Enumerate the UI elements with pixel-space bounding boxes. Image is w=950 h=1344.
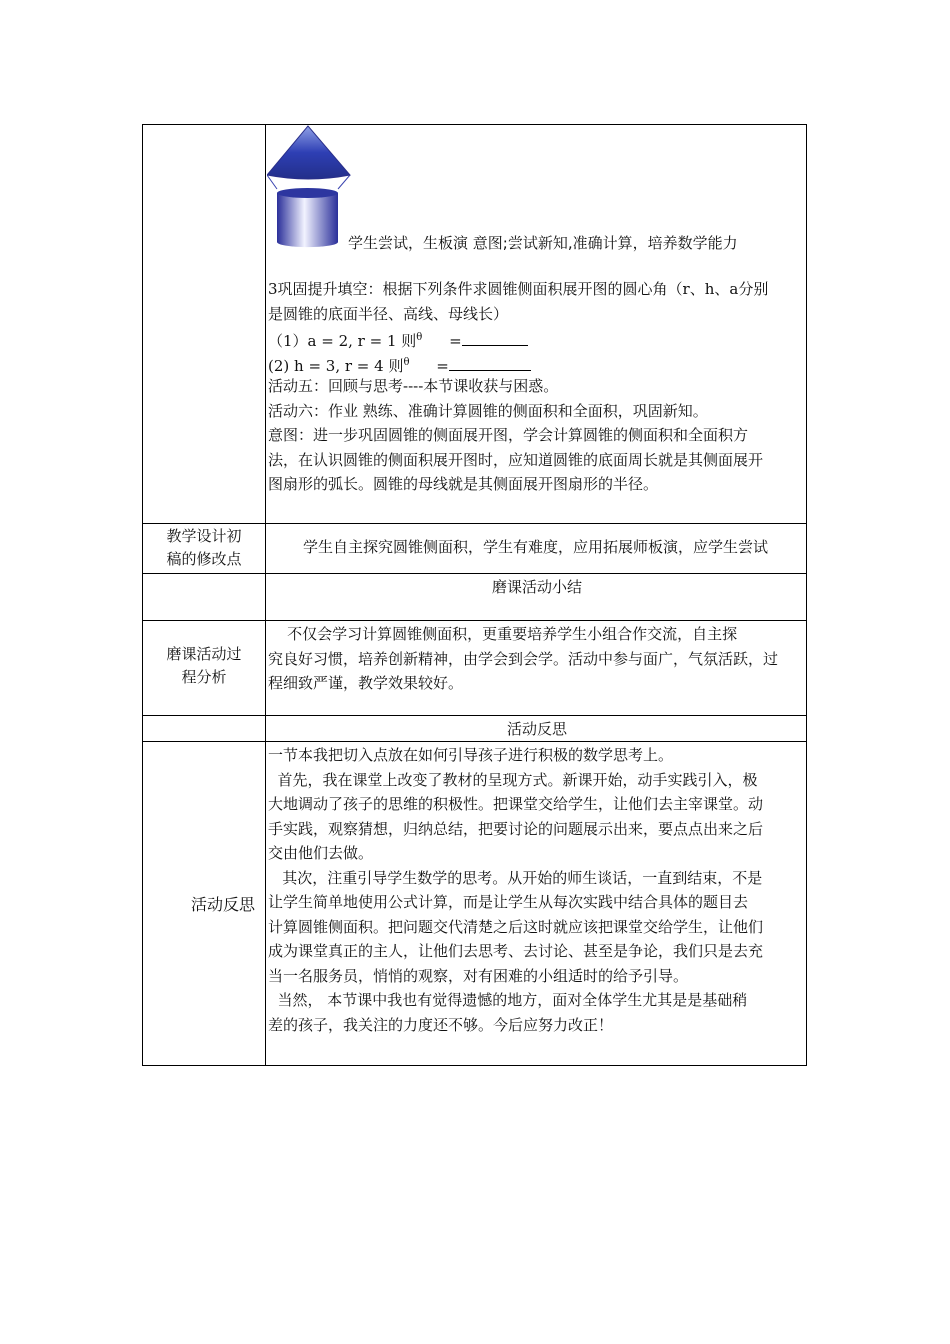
text-line: 其次，注重引导学生数学的思考。从开始的师生谈话，一直到结束，不是 <box>268 868 763 887</box>
text-line: 法，在认识圆锥的侧面积展开图时，应知道圆锥的底面周长就是其侧面展开 <box>268 450 764 469</box>
equals-sign: = <box>436 357 449 375</box>
label-line: 稿的修改点 <box>166 550 242 568</box>
section-title: 活动反思 <box>506 720 567 738</box>
text-line: 计算圆锥侧面积。把问题交代清楚之后这时就应该把课堂交给学生，让他们 <box>268 917 764 936</box>
label-line: 教学设计初 <box>166 527 242 545</box>
text-line: 一节本我把切入点放在如何引导孩子进行积极的数学思考上。 <box>268 746 674 764</box>
question-text: (2) h = 3, r = 4 则 <box>268 357 404 375</box>
theta-symbol: θ <box>403 357 410 368</box>
row-divider <box>143 620 806 621</box>
image-caption: 学生尝试，生板演 意图;尝试新知,准确计算，培养数学能力 <box>348 234 738 252</box>
text-line: 手实践，观察猜想，归纳总结，把要讨论的问题展示出来，要点点出来之后 <box>268 819 764 838</box>
text-line: 活动六：作业 熟练、准确计算圆锥的侧面积和全面积，巩固新知。 <box>268 401 708 420</box>
text-line: 当一名服务员，悄悄的观察，对有困难的小组适时的给予引导。 <box>268 966 689 985</box>
text-line: 成为课堂真正的主人，让他们去思考、去讨论、甚至是争论，我们只是去充 <box>268 942 764 960</box>
text-line: 是圆锥的底面半径、高线、母线长） <box>268 304 509 323</box>
text-line: 3巩固提升填空：根据下列条件求圆锥侧面积展开图的圆心角（r、h、a分别 <box>268 280 769 298</box>
cone-cylinder-figure <box>267 125 353 249</box>
lesson-table <box>142 124 807 1066</box>
text-line: 究良好习惯，培养创新精神，由学会到会学。活动中参与面广，气氛活跃，过 <box>268 649 779 668</box>
row-divider <box>143 573 806 574</box>
section-title: 磨课活动小结 <box>491 578 582 596</box>
question-text: （1）a = 2, r = 1 则 <box>268 332 417 350</box>
text-line: 当然， 本节课中我也有觉得遗憾的地方，面对全体学生尤其是是基础稍 <box>268 991 748 1009</box>
text-line: 首先，我在课堂上改变了教材的呈现方式。新课开始，动手实践引入，极 <box>268 770 758 789</box>
analysis-content <box>268 622 806 696</box>
answer-blank[interactable] <box>449 356 531 371</box>
activity-text <box>268 374 806 497</box>
text-line: 交由他们去做。 <box>268 844 374 862</box>
equals-sign: = <box>449 332 462 350</box>
row-divider <box>143 523 806 524</box>
reflection-content <box>268 743 806 1037</box>
row-label-reflection: 活动反思 <box>190 895 255 914</box>
exercise-intro <box>268 277 806 326</box>
text-line: 意图：进一步巩固圆锥的侧面展开图，学会计算圆锥的侧面积和全面积方 <box>268 426 749 444</box>
text-line: 差的孩子，我关注的力度还不够。今后应努力改正！ <box>268 1015 614 1034</box>
row-label-revision <box>143 525 265 571</box>
theta-symbol: θ <box>416 332 423 343</box>
revision-content: 学生自主探究圆锥侧面积，学生有难度，应用拓展师板演，应学生尝试 <box>303 538 769 556</box>
text-line: 大地调动了孩子的思维的积极性。把课堂交给学生，让他们去主宰课堂。动 <box>268 795 764 813</box>
text-line: 活动五：回顾与思考----本节课收获与困惑。 <box>268 377 559 395</box>
text-line: 程细致严谨，教学效果较好。 <box>268 674 464 692</box>
label-line: 程分析 <box>181 668 227 686</box>
question-1 <box>268 326 806 354</box>
text-line: 图扇形的弧长。圆锥的母线就是其侧面展开图扇形的半径。 <box>268 475 659 493</box>
row-label-analysis <box>143 643 265 689</box>
answer-blank[interactable] <box>462 331 528 346</box>
text-line: 不仅会学习计算圆锥侧面积，更重要培养学生小组合作交流，自主探 <box>268 625 738 643</box>
label-line: 磨课活动过 <box>166 645 242 663</box>
row-divider <box>143 715 806 716</box>
text-line: 让学生简单地使用公式计算，而是让学生从每次实践中结合具体的题目去 <box>268 893 749 911</box>
